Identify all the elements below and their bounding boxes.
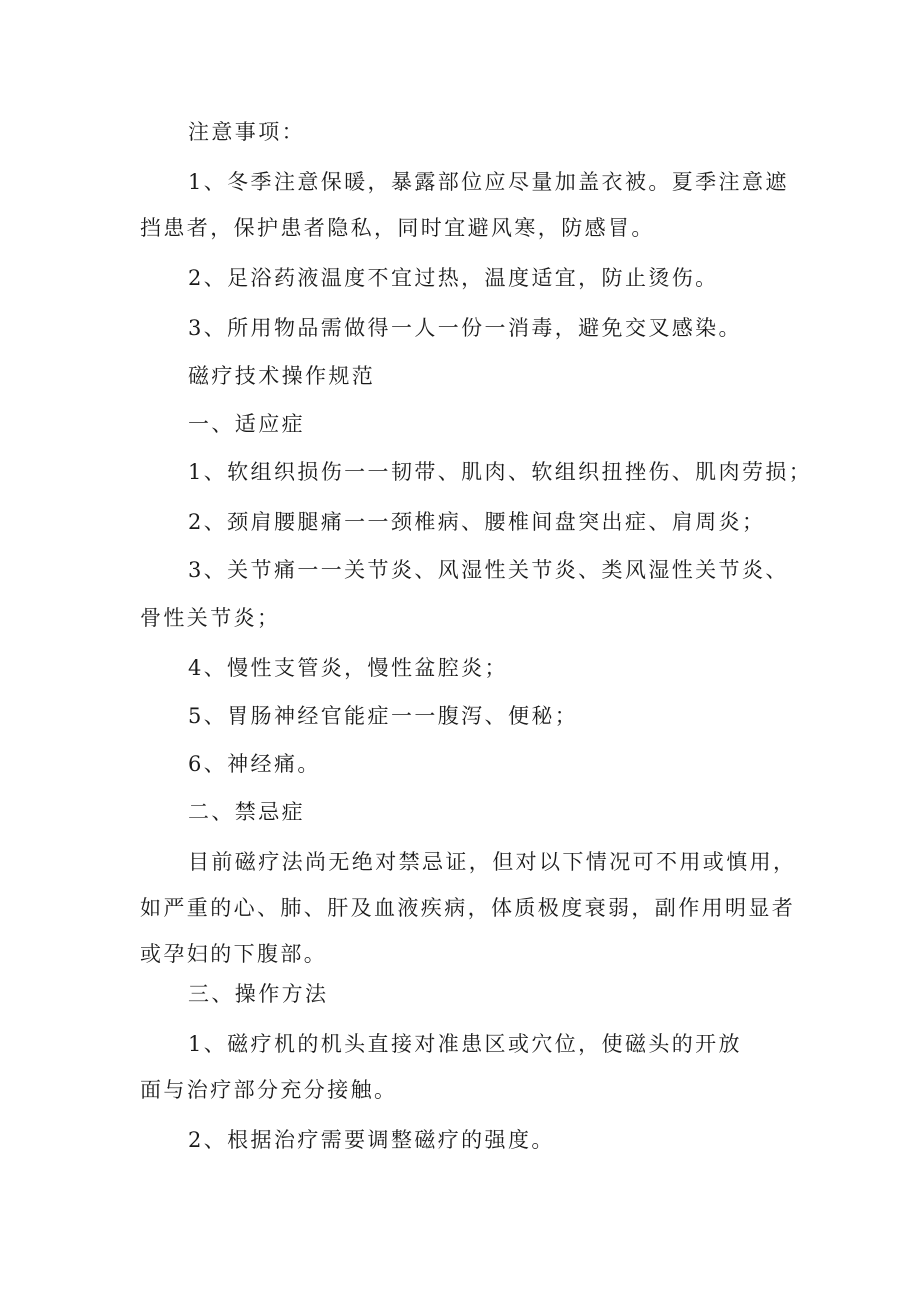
indication-item-3-line-1: 3、关节痛一一关节炎、风湿性关节炎、类风湿性关节炎、: [188, 558, 789, 582]
indication-item-6: 6、神经痛。: [188, 752, 321, 776]
method-step-1-line-1: 1、磁疗机的机头直接对准患区或穴位，使磁头的开放: [188, 1032, 742, 1056]
notes-heading: 注意事项：: [188, 120, 305, 144]
method-heading: 三、操作方法: [188, 982, 329, 1006]
contraindications-para-line-3: 或孕妇的下腹部。: [140, 942, 328, 966]
note-1-line-2: 挡患者，保护患者隐私，同时宜避风寒，防感冒。: [140, 216, 655, 240]
indication-item-1: 1、软组织损伤一一韧带、肌肉、软组织扭挫伤、肌肉劳损；: [188, 460, 813, 484]
contraindications-para-line-1: 目前磁疗法尚无绝对禁忌证，但对以下情况可不用或慎用，: [188, 850, 797, 874]
note-1-line-1: 1、冬季注意保暖，暴露部位应尽量加盖衣被。夏季注意遮: [188, 170, 789, 194]
method-step-2: 2、根据治疗需要调整磁疗的强度。: [188, 1128, 555, 1152]
note-3: 3、所用物品需做得一人一份一消毒，避免交叉感染。: [188, 316, 742, 340]
contraindications-heading: 二、禁忌症: [188, 800, 305, 824]
indication-item-4: 4、慢性支管炎，慢性盆腔炎；: [188, 656, 508, 680]
contraindications-para-line-2: 如严重的心、肺、肝及血液疾病，体质极度衰弱，副作用明显者: [140, 896, 796, 920]
indication-item-3-line-2: 骨性关节炎；: [140, 606, 281, 630]
section-title: 磁疗技术操作规范: [188, 364, 376, 388]
indication-item-5: 5、胃肠神经官能症一一腹泻、便秘；: [188, 704, 579, 728]
indications-heading: 一、适应症: [188, 412, 305, 436]
method-step-1-line-2: 面与治疗部分充分接触。: [140, 1078, 398, 1102]
note-2: 2、足浴药液温度不宜过热，温度适宜，防止烫伤。: [188, 266, 719, 290]
indication-item-2: 2、颈肩腰腿痛一一颈椎病、腰椎间盘突出症、肩周炎；: [188, 510, 766, 534]
